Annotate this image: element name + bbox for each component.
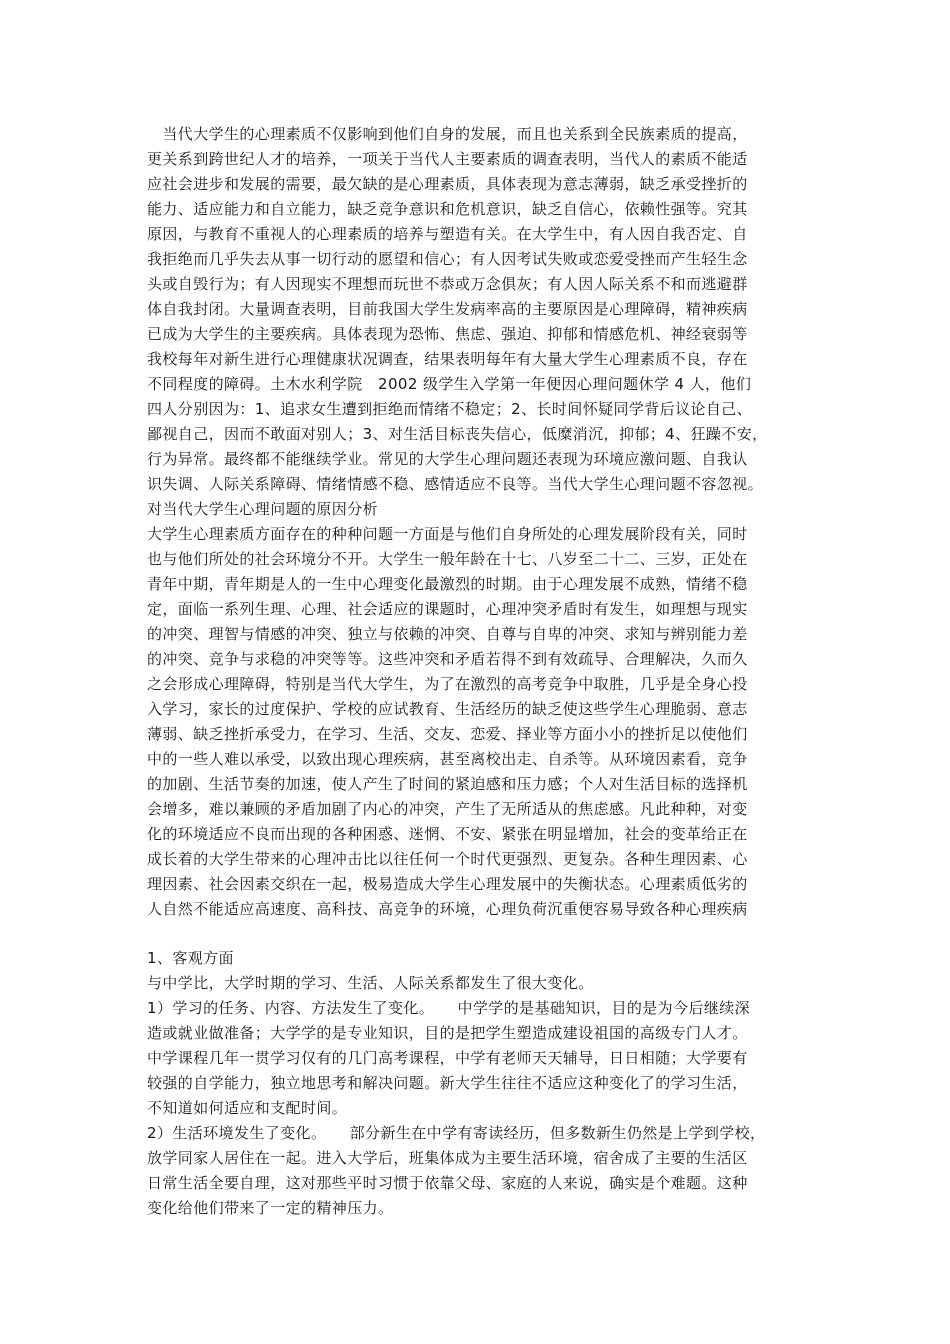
section-heading: 1、客观方面 xyxy=(147,949,234,967)
text-line: 更关系到跨世纪人才的培养，一项关于当代人主要素质的调查表明，当代人的素质不能适 xyxy=(147,150,748,168)
body-text-section-1 xyxy=(147,122,807,922)
text-line: 能力、适应能力和自立能力，缺乏竞争意识和危机意识，缺乏自信心，依赖性强等。究其 xyxy=(147,200,748,218)
section-heading: 对当代大学生心理问题的原因分析 xyxy=(147,500,379,518)
text-line: 的冲突、竞争与求稳的冲突等等。这些冲突和矛盾若得不到有效疏导、合理解决，久而久 xyxy=(147,650,748,668)
text-line: 会增多，难以兼顾的矛盾加剧了内心的冲突，产生了无所适从的焦虑感。凡此种种，对变 xyxy=(147,800,748,818)
text-line: 原因，与教育不重视人的心理素质的培养与塑造有关。在大学生中，有人因自我否定、自 xyxy=(147,225,748,243)
text-line: 日常生活全要自理，这对那些平时习惯于依靠父母、家庭的人来说，确实是个难题。这种 xyxy=(147,1174,748,1192)
text-line: 体自我封闭。大量调查表明，目前我国大学生发病率高的主要原因是心理障碍，精神疾病 xyxy=(147,300,748,318)
text-line: 应社会进步和发展的需要，最欠缺的是心理素质，具体表现为意志薄弱，缺乏承受挫折的 xyxy=(147,175,748,193)
text-line: 定，面临一系列生理、心理、社会适应的课题时，心理冲突矛盾时有发生，如理想与现实 xyxy=(147,600,748,618)
text-line: 成长着的大学生带来的心理冲击比以往任何一个时代更强烈、更复杂。各种生理因素、心 xyxy=(147,850,748,868)
text-line: 造或就业做准备；大学学的是专业知识，目的是把学生塑造成建设祖国的高级专门人才。 xyxy=(147,1024,748,1042)
text-line: 人自然不能适应高速度、高科技、高竞争的环境，心理负荷沉重便容易导致各种心理疾病 xyxy=(147,900,748,918)
text-line: 不知道如何适应和支配时间。 xyxy=(147,1099,348,1117)
text-line: 较强的自学能力，独立地思考和解决问题。新大学生往往不适应这种变化了的学习生活， xyxy=(147,1074,748,1092)
text-line: 不同程度的障碍。土木水利学院 2002 级学生入学第一年便因心理问题休学 4 人，他们 xyxy=(147,375,752,393)
text-line: 我校每年对新生进行心理健康状况调查，结果表明每年有大量大学生心理素质不良，存在 xyxy=(147,350,748,368)
text-line: 之会形成心理障碍，特别是当代大学生，为了在激烈的高考竞争中取胜，几乎是全身心投 xyxy=(147,675,748,693)
text-line: 青年中期，青年期是人的一生中心理变化最激烈的时期。由于心理发展不成熟，情绪不稳 xyxy=(147,575,748,593)
text-line: 识失调、人际关系障碍、情绪情感不稳、感情适应不良等。当代大学生心理问题不容忽视。 xyxy=(147,475,764,493)
text-line: 已成为大学生的主要疾病。具体表现为恐怖、焦虑、强迫、抑郁和情感危机、神经衰弱等 xyxy=(147,325,748,343)
text-line: 入学习，家长的过度保护、学校的应试教育、生活经历的缺乏使这些学生心理脆弱、意志 xyxy=(147,700,748,718)
text-line: 行为异常。最终都不能继续学业。常见的大学生心理问题还表现为环境应激问题、自我认 xyxy=(147,450,748,468)
text-line: 头或自毁行为；有人因现实不理想而玩世不恭或万念俱灰；有人因人际关系不和而逃避群 xyxy=(147,275,748,293)
text-line: 中学课程几年一贯学习仅有的几门高考课程，中学有老师天天辅导，日日相随；大学要有 xyxy=(147,1049,748,1067)
text-line: 四人分别因为：1、追求女生遭到拒绝而情绪不稳定；2、长时间怀疑同学背后议论自己、 xyxy=(147,400,753,418)
text-line: 2）生活环境发生了变化。 部分新生在中学有寄读经历，但多数新生仍然是上学到学校， xyxy=(147,1124,766,1142)
text-line: 理因素、社会因素交织在一起，极易造成大学生心理发展中的失衡状态。心理素质低劣的 xyxy=(147,875,748,893)
text-line: 1）学习的任务、内容、方法发生了变化。 中学学的是基础知识，目的是为今后继续深 xyxy=(147,999,751,1017)
text-line: 当代大学生的心理素质不仅影响到他们自身的发展，而且也关系到全民族素质的提高， xyxy=(147,125,748,143)
text-line: 鄙视自己，因而不敢面对别人；3、对生活目标丧失信心，低糜消沉，抑郁；4、狂躁不安， xyxy=(147,425,768,443)
text-line: 的冲突、理智与情感的冲突、独立与依赖的冲突、自尊与自卑的冲突、求知与辨别能力差 xyxy=(147,625,748,643)
text-line: 大学生心理素质方面存在的种种问题一方面是与他们自身所处的心理发展阶段有关，同时 xyxy=(147,525,748,543)
text-line: 薄弱、缺乏挫折承受力，在学习、生活、交友、恋爱、择业等方面小小的挫折足以使他们 xyxy=(147,725,748,743)
text-line: 我拒绝而几乎失去从事一切行动的愿望和信心；有人因考试失败或恋爱受挫而产生轻生念 xyxy=(147,250,748,268)
text-line: 中的一些人难以承受，以致出现心理疾病，甚至离校出走、自杀等。从环境因素看，竞争 xyxy=(147,750,748,768)
text-line: 变化给他们带来了一定的精神压力。 xyxy=(147,1199,394,1217)
text-line: 化的环境适应不良而出现的各种困惑、迷惘、不安、紧张在明显增加，社会的变革给正在 xyxy=(147,825,748,843)
text-line: 与中学比，大学时期的学习、生活、人际关系都发生了很大变化。 xyxy=(147,974,594,992)
body-text-section-2 xyxy=(147,946,807,1221)
text-line: 放学同家人居住在一起。进入大学后，班集体成为主要生活环境，宿舍成了主要的生活区 xyxy=(147,1149,748,1167)
text-line: 也与他们所处的社会环境分不开。大学生一般年龄在十七、八岁至二十二、三岁，正处在 xyxy=(147,550,748,568)
text-line: 的加剧、生活节奏的加速，使人产生了时间的紧迫感和压力感；个人对生活目标的选择机 xyxy=(147,775,748,793)
